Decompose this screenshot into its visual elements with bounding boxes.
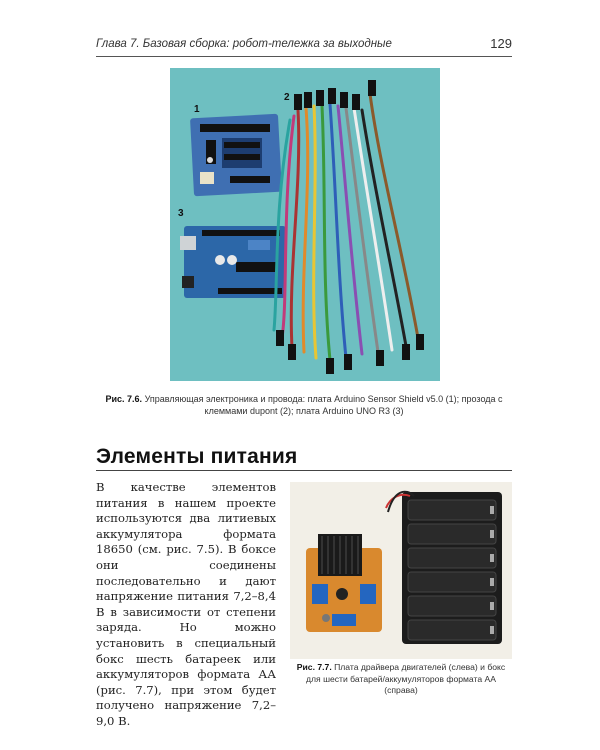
aa-battery-box bbox=[402, 492, 502, 644]
photo-label-2: 2 bbox=[284, 92, 290, 103]
header-rule bbox=[96, 56, 512, 57]
figure-7-7-caption bbox=[290, 662, 512, 697]
photo-label-1: 1 bbox=[194, 104, 200, 115]
figure-7-6-caption bbox=[96, 393, 512, 417]
section-title: Элементы питания bbox=[96, 445, 298, 468]
caption-text-2: Плата драйвера двигателей (слева) и бокс для шести батарей/аккумуляторов формата АА (справа) bbox=[306, 662, 506, 695]
motor-driver-board bbox=[306, 534, 382, 632]
caption-text: Управляющая электроника и провода: плата Arduino Sensor Shield v5.0 (1); прозода с клеммами dupont (2); плата Arduino UNO R3 (3) bbox=[144, 394, 503, 416]
figure-7-7-photo bbox=[290, 482, 512, 659]
running-head bbox=[96, 38, 512, 56]
caption-label-2: Рис. 7.7. bbox=[296, 662, 332, 672]
arduino-uno-board bbox=[180, 226, 286, 298]
photo-label-3: 3 bbox=[178, 208, 184, 219]
sensor-shield-board bbox=[190, 114, 282, 196]
body-paragraph: В качестве элементов питания в нашем проекте используются два литиевых аккумулятора формата 18650 (см. рис. 7.5). В боксе они соединены последовательно и дают напряжение питания 7,2–8,4 В в зависимости от степени заряда. Но можно установить в специальный бокс шесть батареек или аккумуляторов формата АА (рис. 7.7), при этом будет получено напряжение 7,2–9,0 В. bbox=[96, 480, 276, 728]
page-number: 129 bbox=[490, 36, 512, 51]
chapter-title: Глава 7. Базовая сборка: робот-тележка за выходные bbox=[96, 38, 392, 50]
figure-7-6-photo bbox=[170, 68, 440, 381]
caption-label: Рис. 7.6. bbox=[105, 394, 143, 404]
section-rule bbox=[96, 470, 512, 471]
dupont-wires bbox=[274, 94, 418, 360]
